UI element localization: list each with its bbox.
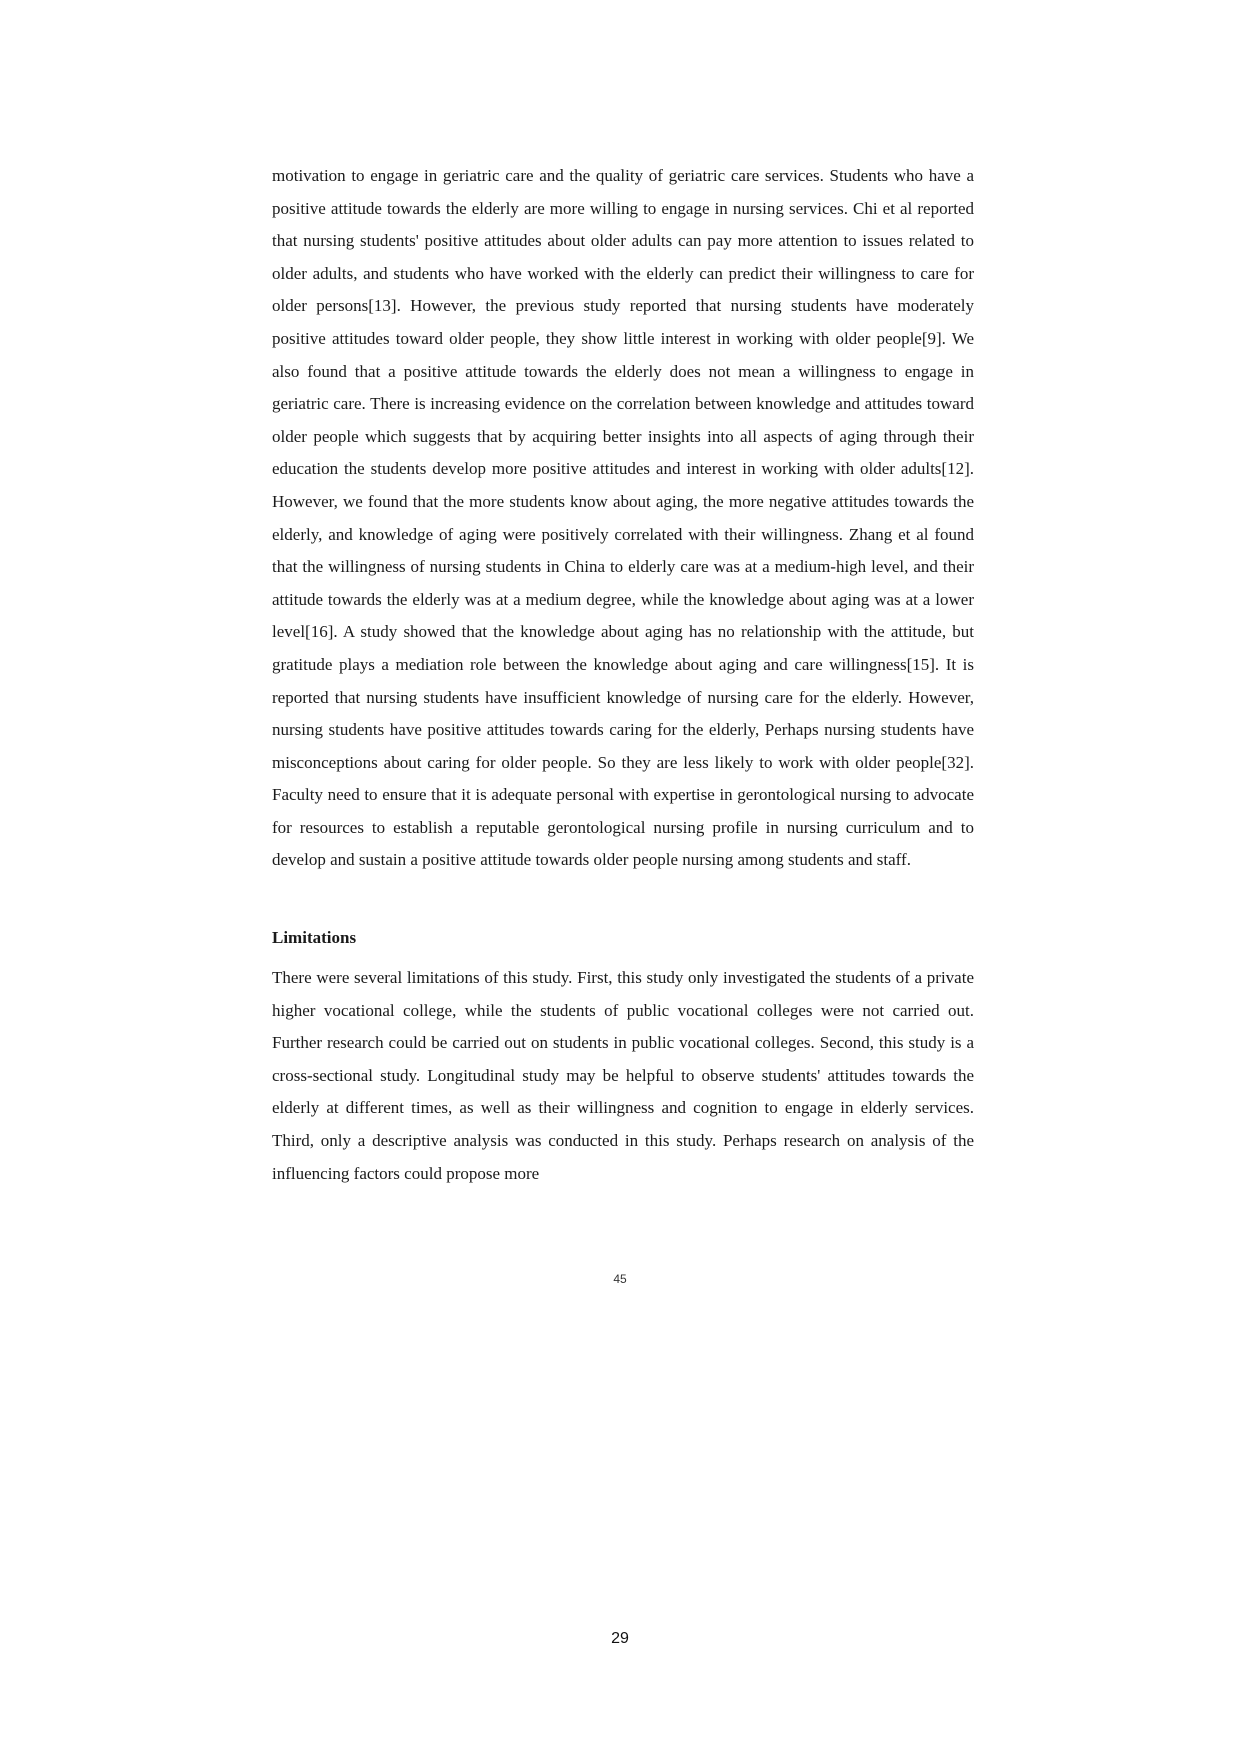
limitations-paragraph: There were several limitations of this study. First, this study only investigated the students of a private higher vocational college, while the students of public vocational colleges were not carried out. Further research could be carried out on students in public vocational colleges. Second, this study is a cross-sectional study. Longitudinal study may be helpful to observe students' attitudes towards the elderly at different times, as well as their willingness and cognition to engage in elderly services. Third, only a descriptive analysis was conducted in this study. Perhaps research on analysis of the influencing factors could propose more <box>272 968 974 1183</box>
limitations-heading: Limitations <box>272 928 357 948</box>
discussion-paragraph: motivation to engage in geriatric care and the quality of geriatric care services. Students who have a positive attitude towards the elderly are more willing to engage in nursing services. Chi et al reported that nursing students' positive attitudes about older adults can pay more attention to issues related to older adults, and students who have worked with the elderly can predict their willingness to care for older persons[13]. However, the previous study reported that nursing students have moderately positive attitudes toward older people, they show little interest in working with older people[9]. We also found that a positive attitude towards the elderly does not mean a willingness to engage in geriatric care. There is increasing evidence on the correlation between knowledge and attitudes toward older people which suggests that by acquiring better insights into all aspects of aging through their education the students develop more positive attitudes and interest in working with older adults[12]. However, we found that the more students know about aging, the more negative attitudes towards the elderly, and knowledge of aging were positively correlated with their willingness. Zhang et al found that the willingness of nursing students in China to elderly care was at a medium-high level, and their attitude towards the elderly was at a medium degree, while the knowledge about aging was at a lower level[16]. A study showed that the knowledge about aging has no relationship with the attitude, but gratitude plays a mediation role between the knowledge about aging and care willingness[15]. It is reported that nursing students have insufficient knowledge of nursing care for the elderly. However, nursing students have positive attitudes towards caring for the elderly, Perhaps nursing students have misconceptions about caring for older people. So they are less likely to work with older people[32]. Faculty need to ensure that it is adequate personal with expertise in gerontological nursing to advocate for resources to establish a reputable gerontological nursing profile in nursing curriculum and to develop and sustain a positive attitude towards older people nursing among students and staff. <box>272 166 974 870</box>
page-number: 29 <box>611 1630 629 1647</box>
page-body <box>272 160 974 1190</box>
inner-page-number: 45 <box>613 1272 627 1286</box>
